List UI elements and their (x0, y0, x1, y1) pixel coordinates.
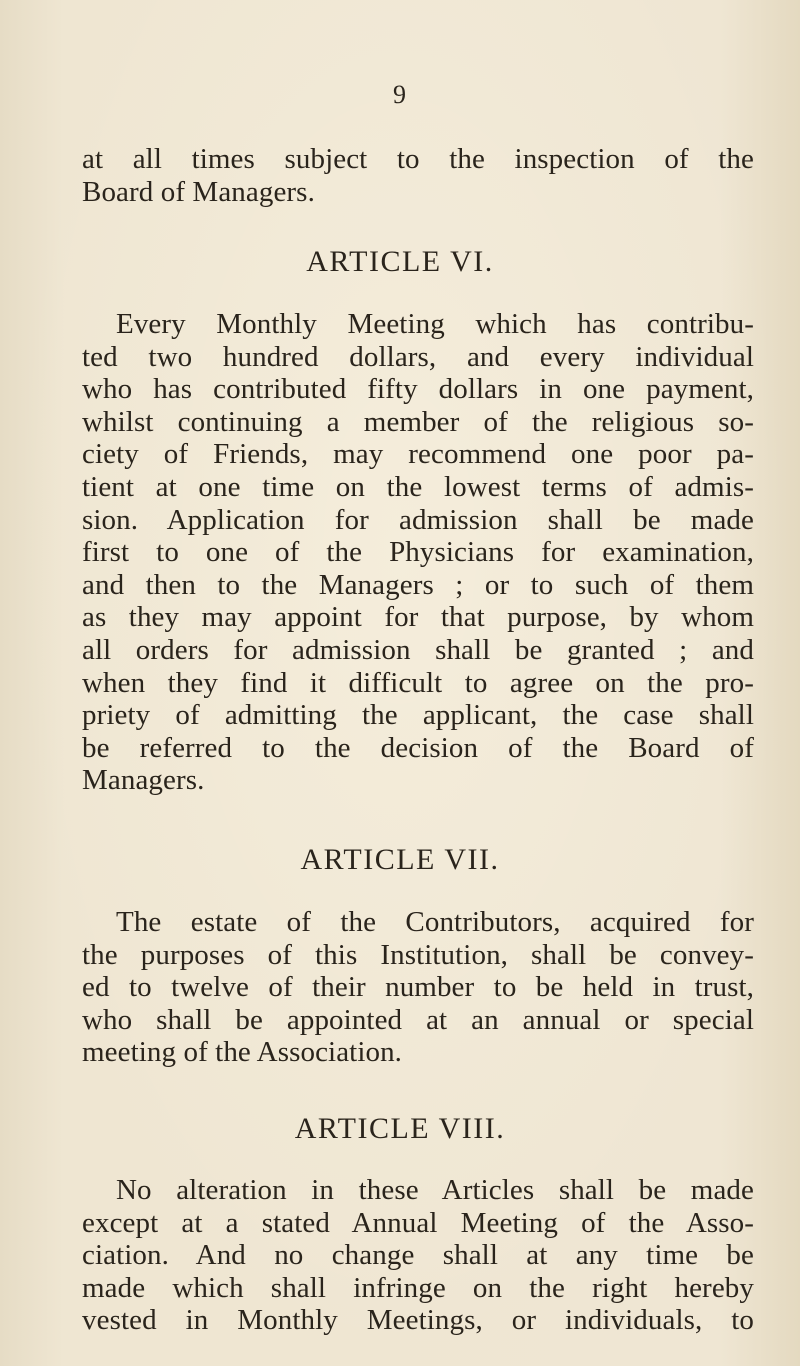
text-line: Every Monthly Meeting which has contribu- (116, 308, 754, 340)
article-7-heading: ARTICLE VII. (300, 843, 500, 876)
text-line: when they find it difficult to agree on the pro- (82, 666, 754, 699)
text-line: ciation. And no change shall at any time be (82, 1239, 754, 1272)
page-number: 9 (393, 80, 407, 109)
text-line: Board of Managers. (82, 175, 315, 208)
text-line: first to one of the Physicians for examination, (82, 536, 754, 569)
text-line: The estate of the Contributors, acquired for (116, 906, 754, 938)
text-line: ted two hundred dollars, and every individual (82, 340, 754, 373)
text-line: sion. Application for admission shall be made (82, 503, 754, 536)
text-line: who has contributed fifty dollars in one payment, (82, 373, 754, 406)
article-8-paragraph (82, 1174, 754, 1337)
text-line: meeting of the Association. (82, 1036, 403, 1069)
text-line: ciety of Friends, may recommend one poor pa- (82, 438, 754, 471)
text-line: priety of admitting the applicant, the case shall (82, 699, 754, 732)
text-line: Managers. (82, 764, 205, 797)
text-line: tient at one time on the lowest terms of admis- (82, 470, 754, 503)
text-line: who shall be appointed at an annual or special (82, 1003, 754, 1036)
text-line: and then to the Managers ; or to such of them (82, 568, 754, 601)
article-7-paragraph (82, 906, 754, 1069)
text-line: made which shall infringe on the right hereby (82, 1271, 754, 1304)
article-6-paragraph (82, 308, 754, 797)
text-line: the purposes of this Institution, shall be convey- (82, 938, 754, 971)
text-line: except at a stated Annual Meeting of the Asso- (82, 1206, 754, 1239)
text-line: whilst continuing a member of the religious so- (82, 405, 754, 438)
intro-paragraph (82, 143, 754, 208)
text-line: at all times subject to the inspection of the (82, 143, 754, 175)
text-line: vested in Monthly Meetings, or individuals, to (82, 1304, 754, 1337)
text-line: all orders for admission shall be granted ; and (82, 633, 754, 666)
text-line: No alteration in these Articles shall be made (116, 1174, 754, 1206)
text-line: ed to twelve of their number to be held in trust, (82, 971, 754, 1004)
article-6-heading: ARTICLE VI. (306, 245, 494, 278)
article-8-heading: ARTICLE VIII. (294, 1112, 506, 1145)
text-line: be referred to the decision of the Board of (82, 731, 754, 764)
text-line: as they may appoint for that purpose, by whom (82, 601, 754, 634)
